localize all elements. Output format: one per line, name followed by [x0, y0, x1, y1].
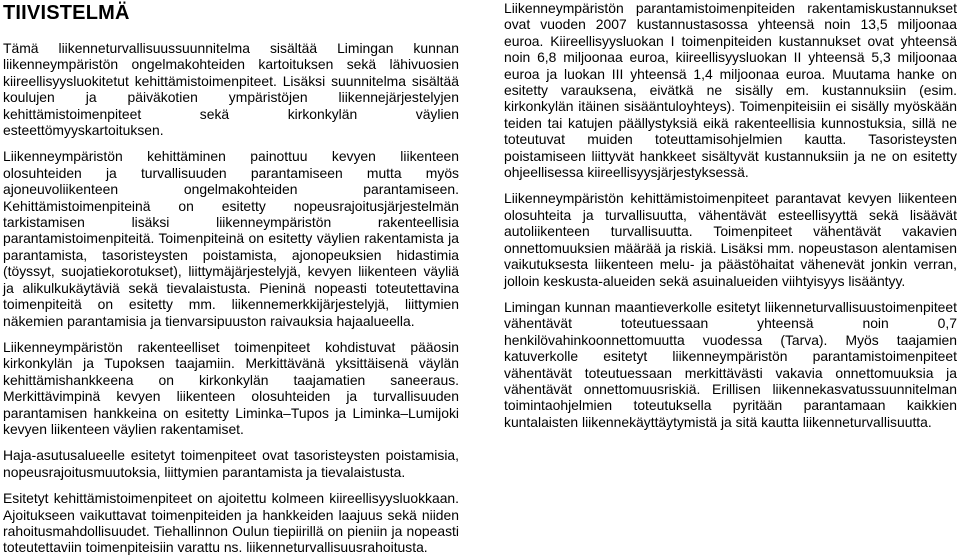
paragraph: Haja-asutusalueelle esitetyt toimenpiteet ovat tasoristeysten poistamisia, nopeusrajoitusmuutoksia, liittymien parantamista ja tievalaistusta.: [3, 447, 459, 480]
page-title: TIIVISTELMÄ: [3, 2, 130, 24]
paragraph: Tämä liikenneturvallisuussuunnitelma sisältää Limingan kunnan liikenneympäristön ongelmakohteiden kartoituksen sekä lähivuosien kiireellisyysluokitetut kehittämistoimenpiteet. Lisäksi suunnitelma sisältää koulujen ja päiväkotien ympäristöjen liikennejärjestelyjen kehittämistoimenpiteet sekä kirkonkylän väylien esteettömyyskartoituksen.: [3, 40, 459, 139]
paragraph: Liikenneympäristön rakenteelliset toimenpiteet kohdistuvat pääosin kirkonkylän ja Tupoksen taajamiin. Merkittävänä yksittäisenä väylän kehittämishankkeena on kirkonkylän taajamatien saneeraus. Merkittävimpinä kevyen liikenteen olosuhteiden ja turvallisuuden parantamisen hankkeina on esitetty Liminka–Tupos ja Liminka–Lumijoki kevyen liikenteen väylien rakentamiset.: [3, 338, 459, 437]
right-column: [504, 0, 957, 430]
paragraph: Liikenneympäristön kehittämistoimenpiteet parantavat kevyen liikenteen olosuhteita ja turvallisuutta, vähentävät esteellisyyttä sekä lisäävät autoliikenteen turvallisuutta. Toimenpiteet vähentävät vakavien onnettomuuksien määrää ja riskiä. Lisäksi mm. nopeustason alentamisen vaikutuksesta liikenteen melu- ja päästöhaitat vähenevät jonkin verran, jolloin keskusta-alueiden sekä asuinalueiden viihtyisyys lisääntyy.: [504, 190, 957, 289]
paragraph: Liikenneympäristön parantamistoimenpiteiden rakentamiskustannukset ovat vuoden 2007 kustannustasossa yhteensä noin 13,5 miljoonaa euroa. Kiireellisyysluokan I toimenpiteiden kustannukset ovat yhteensä noin 6,8 miljoonaa euroa, kiireellisyysluokan II yhteensä 5,3 miljoonaa euroa ja luokan III yhteensä 1,4 miljoonaa euroa. Muutama hanke on esitetty varauksena, eivätkä ne sisälly em. kustannuksiin (esim. kirkonkylän itäinen sisääntuloyhteys). Toimenpiteisiin ei sisälly myöskään teiden tai katujen päällystyksiä eikä rakenteellisia kunnostuksia, sillä ne toteutuvat muiden toteuttamisohjelmien kautta. Tasoristeysten poistamiseen liittyvät hankkeet sisältyvät kustannuksiin ja ne on esitetty ohjeellisessa kiireellisyysjärjestyksessä.: [504, 0, 957, 181]
left-column: [3, 0, 459, 556]
paragraph: Liikenneympäristön kehittäminen painottuu kevyen liikenteen olosuhteiden ja turvallisuuden parantamiseen mutta myös ajoneuvoliikenteen ongelmakohteiden parantamiseen. Kehittämistoimenpiteinä on esitetty nopeusrajoitusjärjestelmän tarkistamisen lisäksi liikenneympäristön rakenteellisia parantamistoimenpiteitä. Toimenpiteinä on esitetty väylien rakentamista ja parantamista, tasoristeysten poistamista, ajonopeuksien hidastimia (töyssyt, suojatiekorotukset), liittymäjärjestelyjä, kevyen liikenteen väyliä ja alikulkukäytäviä sekä tievalaistusta. Pieninä nopeasti toteutettavina toimenpiteitä on esitetty mm. liikennemerkkijärjestelyjä, liittymien näkemien parantamisia ja tienvarsipuuston raivauksia hajaalueella.: [3, 148, 459, 329]
paragraph: Limingan kunnan maantieverkolle esitetyt liikenneturvallisuustoimenpiteet vähentävät toteutuessaan yhteensä noin 0,7 henkilövahinkoonnettomuutta vuodessa (Tarva). Myös taajamien katuverkolle esitetyt liikenneympäristön parantamistoimenpiteet vähentävät toteutuessaan merkittävästi vakavia onnettomuuksia ja vähentävät onnettomuusriskiä. Erillisen liikennekasvatussuunnitelman toimintaohjelmien toteutuksella pyritään parantamaan kaikkien kuntalaisten liikennekäyttäytymistä ja sitä kautta liikenneturvallisuutta.: [504, 298, 957, 430]
paragraph: Esitetyt kehittämistoimenpiteet on ajoitettu kolmeen kiireellisyysluokkaan. Ajoitukseen vaikuttavat toimenpiteiden ja hankkeiden laajuus sekä niiden rahoitusmahdollisuudet. Tiehallinnon Oulun tiepiirillä on pieniin ja nopeasti toteutettaviin toimenpiteisiin varattu ns. liikenneturvallisuusrahoitusta.: [3, 490, 459, 556]
